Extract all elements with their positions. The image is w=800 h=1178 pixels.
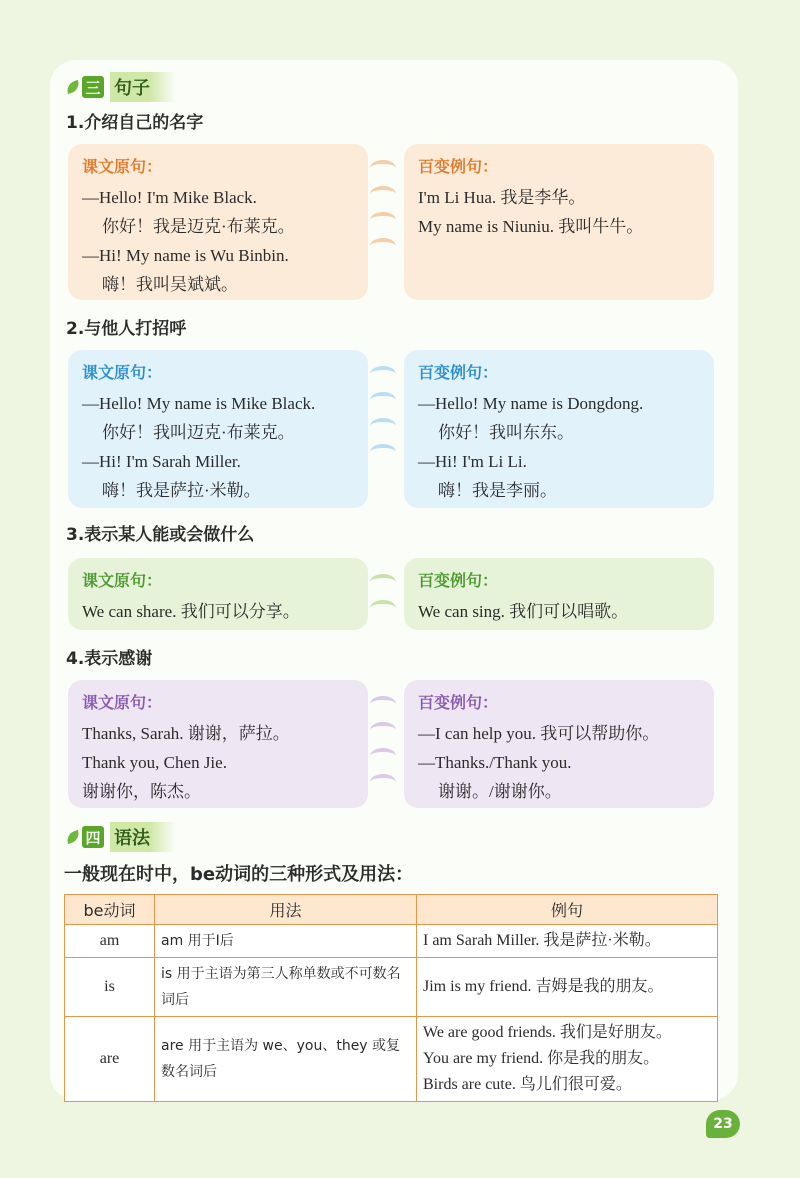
- section-grammar-header: [66, 822, 176, 852]
- be-form-cell: is: [65, 958, 155, 1017]
- section-title: 语法: [110, 822, 176, 852]
- variant-label: 百变例句：: [418, 571, 499, 590]
- ring-icon: [370, 600, 396, 616]
- topic-1-heading: 1.介绍自己的名字: [66, 113, 204, 133]
- sentence-line: —Thanks./Thank you.: [418, 753, 572, 772]
- table-row: [65, 1017, 718, 1102]
- sentence-line: Thank you, Chen Jie.: [82, 753, 227, 772]
- sentence-line: We can sing. 我们可以唱歌。: [418, 602, 629, 621]
- sentence-line: —Hello! My name is Mike Black.: [82, 394, 316, 413]
- sentence-line: 谢谢。/谢谢你。: [438, 782, 562, 801]
- original-label: 课文原句：: [82, 363, 163, 382]
- example-line: Jim is my friend. 吉姆是我的朋友。: [423, 978, 664, 995]
- original-label: 课文原句：: [82, 571, 163, 590]
- sentence-line: We can share. 我们可以分享。: [82, 602, 300, 621]
- ring-icon: [370, 160, 396, 176]
- ring-icon: [370, 392, 396, 408]
- sentence-line: —I can help you. 我可以帮助你。: [418, 724, 660, 743]
- binder-rings: [370, 366, 396, 460]
- sentence-line: —Hi! My name is Wu Binbin.: [82, 246, 289, 265]
- ring-icon: [370, 722, 396, 738]
- original-label: 课文原句：: [82, 693, 163, 712]
- usage-cell: is 用于主语为第三人称单数或不可数名词后: [155, 958, 417, 1017]
- sentence-line: 嗨！我是萨拉·米勒。: [102, 481, 261, 500]
- binder-rings: [370, 574, 396, 616]
- sentence-line: 谢谢你，陈杰。: [82, 782, 201, 801]
- sentence-line: —Hi! I'm Li Li.: [418, 452, 527, 471]
- binder-rings: [370, 160, 396, 254]
- usage-cell: are 用于主语为 we、you、they 或复数名词后: [155, 1017, 417, 1102]
- section-number-badge: 四: [82, 826, 104, 848]
- column-header: 例句: [417, 895, 718, 925]
- variant-label: 百变例句：: [418, 157, 499, 176]
- sentence-line: Thanks, Sarah. 谢谢，萨拉。: [82, 724, 290, 743]
- usage-cell: am 用于I后: [155, 925, 417, 958]
- ring-icon: [370, 444, 396, 460]
- topic-1-original-panel: [68, 144, 368, 300]
- topic-3-variant-panel: [404, 558, 714, 630]
- page-number-badge: 23: [706, 1110, 740, 1138]
- sentence-line: —Hello! I'm Mike Black.: [82, 188, 257, 207]
- example-cell: [417, 1017, 718, 1102]
- ring-icon: [370, 238, 396, 254]
- section-sentences-header: [66, 72, 176, 102]
- table-row: [65, 925, 718, 958]
- variant-label: 百变例句：: [418, 693, 499, 712]
- sentence-line: —Hello! My name is Dongdong.: [418, 394, 644, 413]
- topic-4-heading: 4.表示感谢: [66, 649, 153, 669]
- ring-icon: [370, 418, 396, 434]
- original-label: 课文原句：: [82, 157, 163, 176]
- table-header-row: [65, 895, 718, 925]
- leaf-icon: [65, 830, 82, 844]
- example-line: I am Sarah Miller. 我是萨拉·米勒。: [423, 932, 661, 949]
- sentence-line: I'm Li Hua. 我是李华。: [418, 188, 586, 207]
- grammar-heading: 一般现在时中，be动词的三种形式及用法：: [64, 864, 414, 885]
- section-number-badge: 三: [82, 76, 104, 98]
- be-form-cell: am: [65, 925, 155, 958]
- topic-3-heading: 3.表示某人能或会做什么: [66, 525, 255, 545]
- topic-2-variant-panel: [404, 350, 714, 508]
- leaf-icon: [65, 80, 82, 94]
- sentence-line: My name is Niuniu. 我叫牛牛。: [418, 217, 644, 236]
- topic-1-variant-panel: [404, 144, 714, 300]
- topic-4-original-panel: [68, 680, 368, 808]
- binder-rings: [370, 696, 396, 790]
- example-cell: [417, 958, 718, 1017]
- sentence-line: 你好！我叫东东。: [438, 423, 574, 442]
- ring-icon: [370, 212, 396, 228]
- column-header: 用法: [155, 895, 417, 925]
- ring-icon: [370, 574, 396, 590]
- column-header: be动词: [65, 895, 155, 925]
- example-line: We are good friends. 我们是好朋友。: [423, 1024, 672, 1041]
- example-line: You are my friend. 你是我的朋友。: [423, 1050, 660, 1067]
- ring-icon: [370, 366, 396, 382]
- be-form-cell: are: [65, 1017, 155, 1102]
- example-line: Birds are cute. 鸟儿们很可爱。: [423, 1076, 632, 1093]
- topic-2-original-panel: [68, 350, 368, 508]
- topic-3-original-panel: [68, 558, 368, 630]
- ring-icon: [370, 186, 396, 202]
- topic-4-variant-panel: [404, 680, 714, 808]
- section-title: 句子: [110, 72, 176, 102]
- sentence-line: 嗨！我是李丽。: [438, 481, 557, 500]
- sentence-line: 你好！我叫迈克·布莱克。: [102, 423, 295, 442]
- sentence-line: 你好！我是迈克·布莱克。: [102, 217, 295, 236]
- example-cell: [417, 925, 718, 958]
- table-row: [65, 958, 718, 1017]
- topic-2-heading: 2.与他人打招呼: [66, 319, 187, 339]
- sentence-line: 嗨！我叫吴斌斌。: [102, 275, 238, 294]
- ring-icon: [370, 774, 396, 790]
- ring-icon: [370, 696, 396, 712]
- variant-label: 百变例句：: [418, 363, 499, 382]
- ring-icon: [370, 748, 396, 764]
- sentence-line: —Hi! I'm Sarah Miller.: [82, 452, 241, 471]
- be-verb-table: [64, 894, 718, 1102]
